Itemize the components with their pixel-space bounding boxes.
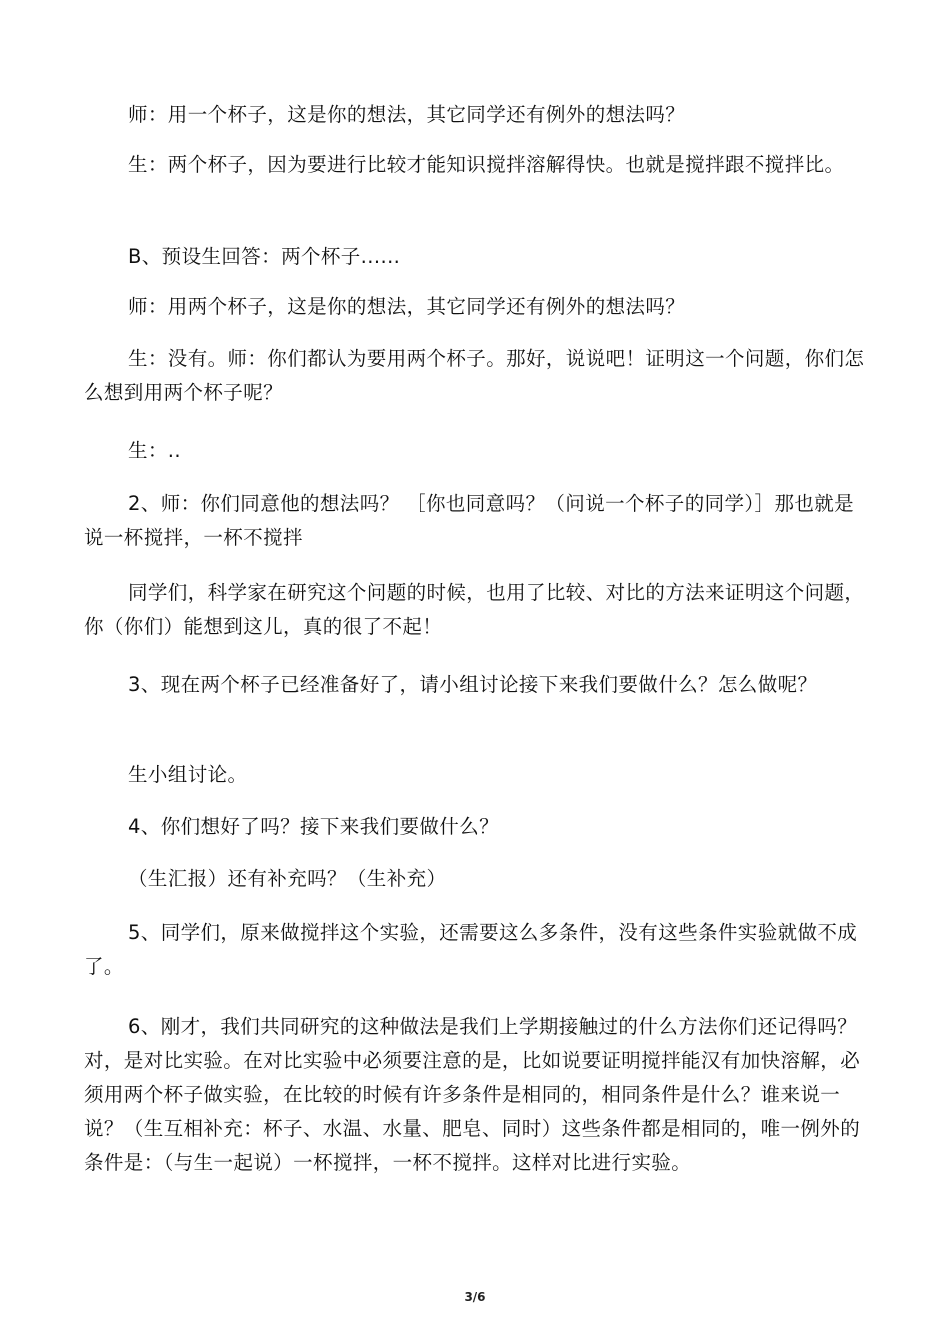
- paragraph-2: 生：两个杯子，因为要进行比较才能知识搅拌溶解得快。也就是搅拌跟不搅拌比。: [128, 153, 845, 176]
- paragraph-5: 生：没有。师：你们都认为要用两个杯子。那好，说说吧！证明这一个问题，你们怎么想到用两个杯子呢？: [84, 347, 865, 404]
- paragraph-9: 3、现在两个杯子已经准备好了，请小组讨论接下来我们要做什么？怎么做呢？: [128, 673, 818, 696]
- paragraph-1: 师：用一个杯子，这是你的想法，其它同学还有例外的想法吗？: [128, 103, 686, 126]
- paragraph-4: 师：用两个杯子，这是你的想法，其它同学还有例外的想法吗？: [128, 295, 686, 318]
- paragraph-8: 同学们，科学家在研究这个问题的时候，也用了比较、对比的方法来证明这个问题，你（你们）能想到这儿，真的很了不起！: [84, 581, 865, 638]
- paragraph-6: 生：..: [128, 439, 181, 462]
- paragraph-11: 4、你们想好了吗？接下来我们要做什么？: [128, 815, 500, 838]
- paragraph-3: B、预设生回答：两个杯子......: [128, 245, 401, 268]
- paragraph-10: 生小组讨论。: [128, 763, 248, 786]
- paragraph-13: 5、同学们，原来做搅拌这个实验，还需要这么多条件，没有这些条件实验就做不成了。: [84, 921, 858, 978]
- paragraph-12: （生汇报）还有补充吗？（生补充）: [128, 867, 447, 890]
- paragraph-7: 2、师：你们同意他的想法吗？ ［你也同意吗？（问说一个杯子的同学）］那也就是说一杯搅拌，一杯不搅拌: [84, 492, 855, 549]
- paragraph-14: 6、刚才，我们共同研究的这种做法是我们上学期接触过的什么方法你们还记得吗？对，是对比实验。在对比实验中必须要注意的是，比如说要证明搅拌能汉有加快溶解，必须用两个杯子做实验，在比较的时候有许多条件是相同的，相同条件是什么？谁来说一说？（生互相补充：杯子、水温、水量、肥皂、同时）这些条件都是相同的，唯一例外的条件是：（与生一起说）一杯搅拌，一杯不搅拌。这样对比进行实验。: [84, 1015, 861, 1174]
- page-number: 3/6: [464, 1290, 486, 1304]
